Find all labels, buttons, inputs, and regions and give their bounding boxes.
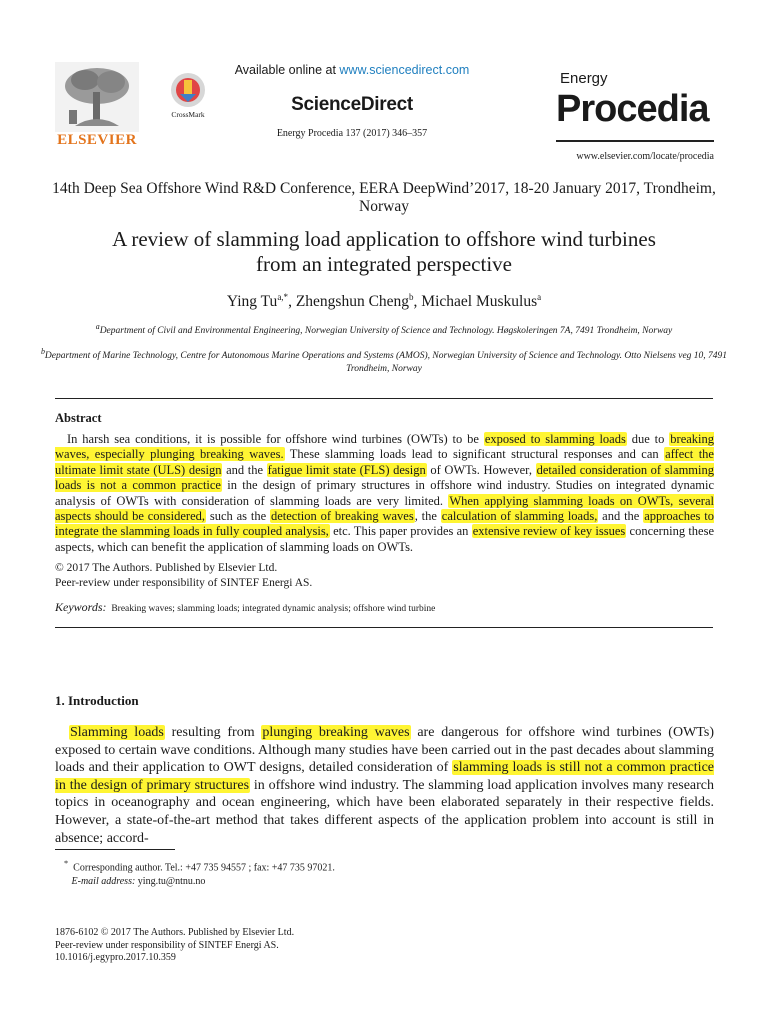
paper-title-line1: A review of slamming load application to offshore wind turbines [112,227,656,251]
abstract-highlight: extensive review of key issues [472,524,626,539]
abstract-highlight: calculation of slamming loads, [441,509,598,524]
abstract-text: in the design of primary structures in offshore wind industry. Studies on integrated dynamic analysis of OWTs with consideration of slamming loads are very limited. [55,478,714,508]
abstract-text: In harsh sea conditions, it is possible for offshore wind turbines (OWTs) to be [67,432,484,446]
intro-highlight: slamming loads is still not a common practice in the design of primary structures [55,760,714,793]
conference-name: 14th Deep Sea Offshore Wind R&D Conference, EERA DeepWind’2017, 18-20 January 2017, Trondheim, Norway [52,180,716,215]
intro-highlight: plunging breaking waves [262,725,410,740]
footnote-email-label: E-mail address: [71,876,136,888]
keywords [55,600,715,615]
abstract-highlight: detection of breaking waves [270,509,414,524]
author-list [40,292,728,311]
abstract-text: such as the [206,509,270,524]
abstract-highlight: exposed to slamming loads [484,432,626,446]
journal-citation: Energy Procedia 137 (2017) 346–357 [276,128,428,139]
abstract-text: and the [222,462,267,477]
journal-divider [556,140,714,142]
intro-text: are dangerous for offshore wind turbines (OWTs) exposed to certain wave conditions. Although many studies have been carried out in the past decades about slamming loads and their application to OWT designs, detailed consideration of [55,725,714,776]
author-name: Zhengshun Cheng [295,293,410,311]
affiliation-b-mark: b [40,347,45,356]
sciencedirect-wordmark: ScienceDirect [291,94,413,115]
journal-name-large: Procedia [556,88,709,130]
affiliation-b-text: Department of Marine Technology, Centre for Autonomous Marine Operations and Systems (AMOS), Norwegian University of Science and Technology. Otto Nielsens veg 10, 7491 Trondheim, Norway [44,351,728,375]
intro-text: resulting from [164,725,262,740]
elsevier-wordmark: ELSEVIER [57,132,137,148]
copyright-line: © 2017 The Authors. Published by Elsevier Ltd. [55,562,278,574]
footnote-mark: * [64,859,69,868]
intro-highlight: Slamming loads [70,725,164,740]
keywords-label: Keywords: [55,600,107,614]
abstract-bottom-rule [55,627,713,628]
footnote-email[interactable]: ying.tu@ntnu.no [137,876,206,888]
journal-url[interactable]: www.elsevier.com/locate/procedia [576,151,714,162]
author-affiliation-mark: a [537,292,542,302]
abstract-text: concerning these aspects, which can benefit the application of slamming loads on OWTs. [55,524,715,554]
author-name: Ying Tu [226,293,278,311]
footnote-email-line [64,875,704,889]
abstract-heading: Abstract [55,411,102,425]
footnote-corresponding [64,857,704,875]
crossmark-label: CrossMark [171,110,205,119]
abstract-highlight: breaking waves, especially plunging breaking waves. [55,432,715,462]
author-affiliation-mark: a,* [277,292,289,302]
bottom-info [55,927,715,965]
affiliation-a-text: Department of Civil and Environmental Engineering, Norwegian University of Science and Technology. Høgskoleringen 7A, 7491 Trondheim, Norway [99,326,673,337]
author-affiliation-mark: b [409,292,414,302]
peer-review-line: Peer-review under responsibility of SINTEF Energi AS. [55,577,313,589]
available-prefix: Available online at [234,63,340,77]
section-heading-introduction: 1. Introduction [55,693,139,708]
sciencedirect-link[interactable]: www.sciencedirect.com [339,63,470,77]
author-separator: , [413,293,422,311]
paper-title [40,227,728,277]
author-name: Michael Muskulus [421,293,538,311]
abstract-highlight: detailed consideration of slamming loads is not a common practice [55,462,715,493]
author-separator: , [288,293,296,311]
keywords-list: Breaking waves; slamming loads; integrated dynamic analysis; offshore wind turbine [111,604,436,614]
abstract-text: of OWTs. However, [426,462,536,477]
abstract-highlight: fatigue limit state (FLS) design [267,462,426,477]
issn-line: 1876-6102 © 2017 The Authors. Published by Elsevier Ltd. [55,927,295,938]
abstract-text: due to [626,432,670,446]
footnote-rule [55,849,175,850]
abstract-top-rule [55,398,713,399]
copyright-block [55,561,715,591]
affiliation-a [40,320,728,338]
abstract-text: etc. This paper provides an [329,524,472,539]
journal-name-small: Energy [560,70,608,87]
doi-line[interactable]: 10.1016/j.egypro.2017.10.359 [55,952,176,963]
affiliation-b [40,345,728,376]
peer-review-footer: Peer-review under responsibility of SINTEF Energi AS. [55,939,279,951]
abstract-body [55,432,714,555]
abstract-text: These slamming loads lead to significant structural responses and can [284,447,665,462]
abstract-text: and the [598,509,644,524]
footnote [64,857,704,889]
footnote-contact: Corresponding author. Tel.: +47 735 94557 ; fax: +47 735 97021. [73,862,335,874]
introduction-body [55,724,714,847]
abstract-text: , the [414,509,441,524]
affiliation-a-mark: a [95,322,100,331]
paper-title-line2: from an integrated perspective [256,252,512,276]
abstract-highlight: approaches to integrate the slamming loads in fully coupled analysis, [55,509,714,539]
abstract-highlight: affect the ultimate limit state (ULS) design [55,447,714,477]
available-online [222,63,482,77]
intro-text: in offshore wind industry. The slamming load application involves many research topics in oceanography and ocean engineering, which have been elaborated separately in their respective fields. However, a state-of-the-art method that takes different aspects of the application problem into account is still in absence; accord- [55,777,715,846]
abstract-highlight: When applying slamming loads on OWTs, several aspects should be considered, [55,493,714,524]
